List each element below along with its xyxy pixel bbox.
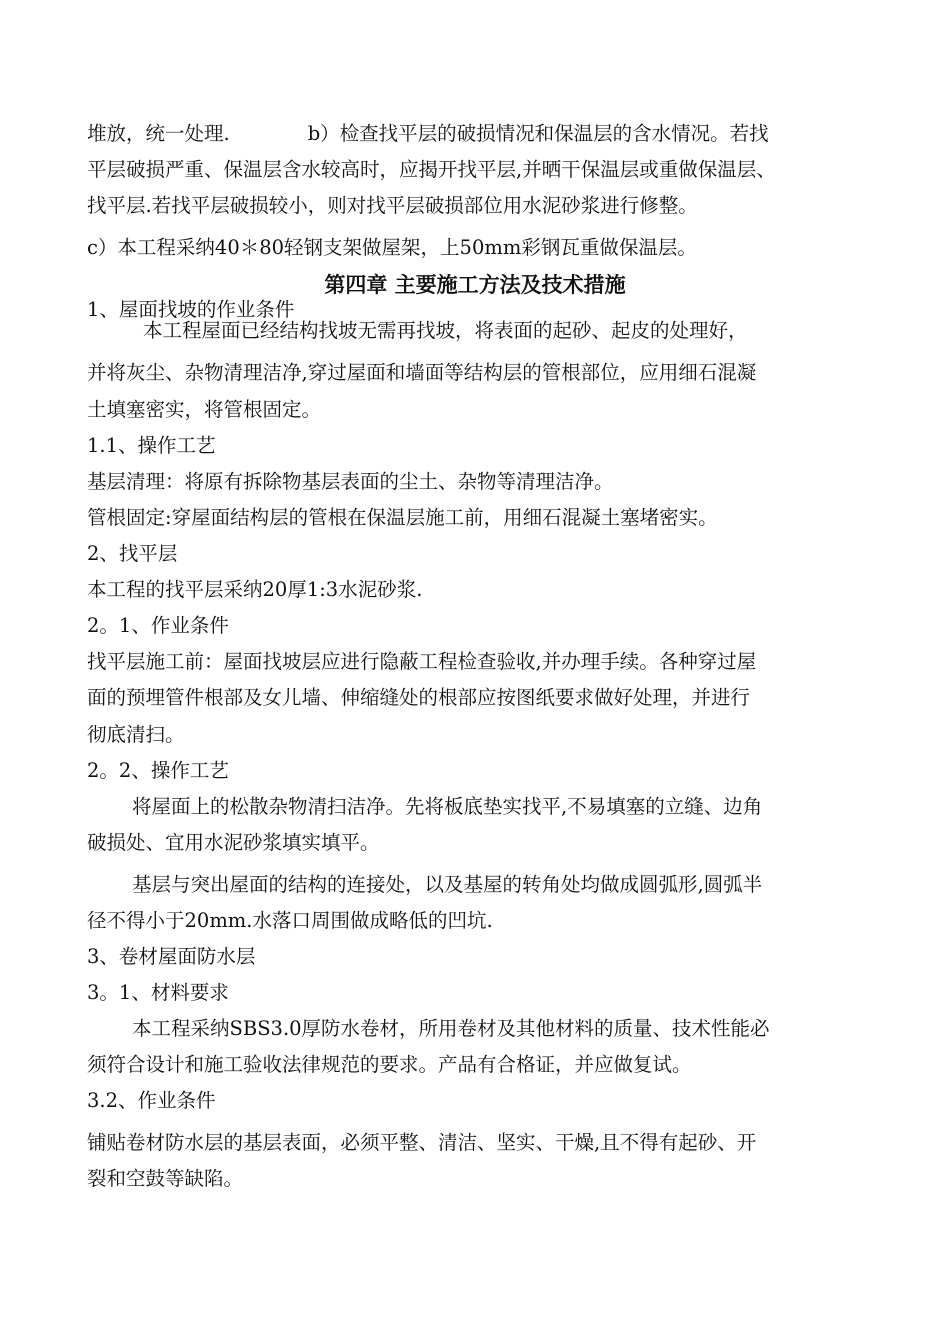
text-segment: b）检查找平层的破损情况和保温层的含水情况。若找 [307, 122, 769, 145]
text-line: 破损处、宜用水泥砂浆填实填平。 [87, 831, 380, 854]
text-line: 须符合设计和施工验收法律规范的要求。产品有合格证，并应做复试。 [87, 1053, 692, 1076]
section-heading: 3。1、材料要求 [87, 981, 229, 1004]
text-line: 基层清理：将原有拆除物基层表面的尘土、杂物等清理洁净。 [87, 470, 614, 493]
text-line: 土填塞密实，将管根固定。 [87, 398, 322, 421]
section-heading: 3.2、作业条件 [87, 1089, 216, 1112]
section-heading: 2。2、操作工艺 [87, 759, 229, 782]
text-line: 裂和空鼓等缺陷。 [87, 1167, 244, 1190]
text-line: 面的预埋管件根部及女儿墙、伸缩缝处的根部应按图纸要求做好处理，并进行 [87, 686, 751, 709]
text-line: 管根固定:穿屋面结构层的管根在保温层施工前，用细石混凝土塞堵密实。 [87, 506, 718, 529]
text-line: 本工程的找平层采纳20厚1:3水泥砂浆. [87, 578, 423, 601]
section-heading: 1.1、操作工艺 [87, 434, 216, 457]
text-line: 平层破损严重、保温层含水较高时，应揭开找平层,并晒干保温层或重做保温层、 [87, 158, 776, 181]
section-heading: 1、屋面找坡的作业条件 [87, 298, 295, 321]
text-line: c）本工程采纳40＊80轻钢支架做屋架，上50mm彩钢瓦重做保温层。 [87, 236, 697, 259]
text-line: 径不得小于20mm.水落口周围做成略低的凹坑. [87, 909, 493, 932]
text-segment: 堆放，统一处理. [87, 122, 230, 145]
text-line: 将屋面上的松散杂物清扫洁净。先将板底垫实找平,不易填塞的立缝、边角 [132, 795, 763, 818]
text-line: 本工程采纳SBS3.0厚防水卷材，所用卷材及其他材料的质量、技术性能必 [132, 1017, 770, 1040]
section-heading: 3、卷材屋面防水层 [87, 945, 256, 968]
text-line: 并将灰尘、杂物清理洁净,穿过屋面和墙面等结构层的管根部位，应用细石混凝 [87, 361, 757, 384]
chapter-heading: 第四章 主要施工方法及技术措施 [324, 272, 626, 297]
text-line: 本工程屋面已经结构找坡无需再找坡，将表面的起砂、起皮的处理好， [143, 319, 748, 342]
section-heading: 2。1、作业条件 [87, 614, 229, 637]
text-line: 基层与突出屋面的结构的连接处，以及基屋的转角处均做成圆弧形,圆弧半 [132, 873, 763, 896]
text-line: 铺贴卷材防水层的基层表面，必须平整、清洁、坚实、干燥,且不得有起砂、开 [87, 1131, 757, 1154]
section-heading: 2、找平层 [87, 542, 178, 565]
text-line: 找平层.若找平层破损较小，则对找平层破损部位用水泥砂浆进行修整。 [87, 194, 698, 217]
text-line: 彻底清扫。 [87, 723, 185, 746]
text-line: 找平层施工前：屋面找坡层应进行隐蔽工程检查验收,并办理手续。各种穿过屋 [87, 650, 757, 673]
text-line [87, 116, 769, 152]
